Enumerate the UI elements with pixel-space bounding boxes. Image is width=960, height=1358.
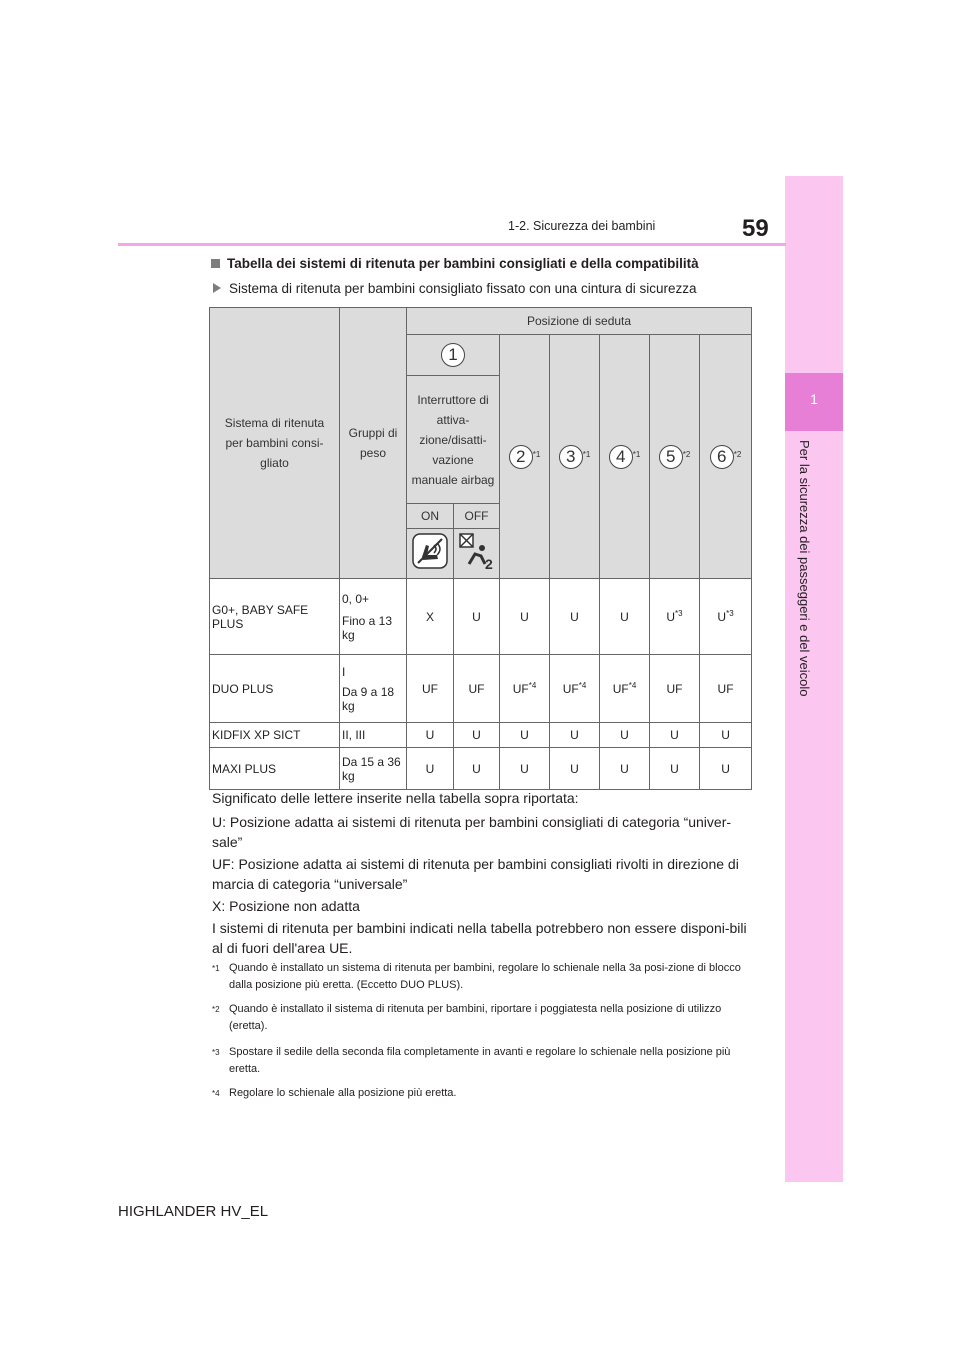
table-row (210, 579, 752, 655)
weight-range: Da 15 a 36 kg (340, 748, 407, 790)
header-system: Sistema di ritenuta per bambini consi-gliato (210, 308, 340, 579)
seat-1-label: 1 (407, 335, 500, 376)
weight-group: 0, 0+ Fino a 13 kg (340, 579, 407, 655)
cell-value: UF (454, 655, 500, 723)
legend-intro: Significato delle lettere inserite nella tabella sopra riportata: (212, 790, 579, 806)
seat-6-label: 6 $^{*2}$ (700, 335, 752, 579)
cell-value: U (700, 748, 752, 790)
cell-value: UF$^{*4}$ (600, 655, 650, 723)
square-bullet-icon (211, 259, 220, 268)
system-name: MAXI PLUS (210, 748, 340, 790)
footnote-1: *1 Quando è installato un sistema di ritenuta per bambini, regolare lo schienale nella 3a posi-zione di blocco dalla posizione più eretta. (Eccetto DUO PLUS). (212, 962, 741, 991)
cell-value: U (600, 723, 650, 748)
cell-value: U (650, 723, 700, 748)
cell-value: U (600, 748, 650, 790)
cell-value: U (550, 723, 600, 748)
cell-value: U (500, 579, 550, 655)
seat-4-label: 4 $^{*1}$ (600, 335, 650, 579)
legend-note: I sistemi di ritenuta per bambini indicati nella tabella potrebbero non essere disponi-bili al di fuori dell'area UE. (212, 920, 747, 956)
legend-u: U: Posizione adatta ai sistemi di ritenuta per bambini consigliati di categoria “univer-sale” (212, 814, 732, 850)
cell-value: U (454, 723, 500, 748)
legend-uf: UF: Posizione adatta ai sistemi di ritenuta per bambini consigliati rivolti in direzione di marcia di categoria “universale” (212, 856, 739, 892)
cell-value: U (550, 748, 600, 790)
table-row (210, 723, 752, 748)
cell-value: U (500, 723, 550, 748)
cell-value: U (454, 579, 500, 655)
cell-value: $U^{*3}$ (650, 579, 700, 655)
cell-value: $U^{*3}$ (700, 579, 752, 655)
svg-text:2: 2 (484, 555, 493, 571)
cell-value: UF$^{*4}$ (500, 655, 550, 723)
airbag-switch-label: Interruttore di attiva-zione/disatti-vazione manuale airbag (407, 376, 500, 504)
cell-value: U (550, 579, 600, 655)
chapter-title: Per la sicurezza dei passeggeri e del veicolo (797, 440, 812, 697)
system-name: G0+, BABY SAFE PLUS (210, 579, 340, 655)
cell-value: UF (700, 655, 752, 723)
airbag-on-label: ON (407, 504, 454, 529)
weight-group: I Da 9 a 18 kg (340, 655, 407, 723)
cell-value: U (407, 748, 454, 790)
footnote-3: *3 Spostare il sedile della seconda fila completamente in avanti e regolare lo schienale nella posizione più eretta. (212, 1046, 731, 1075)
model-name: HIGHLANDER HV_EL (118, 1203, 269, 1220)
cell-value: UF$^{*4}$ (550, 655, 600, 723)
airbag-off-label: OFF (454, 504, 500, 529)
airbag-off-passenger-icon (454, 529, 500, 579)
footnote-4: *4 Regolare lo schienale alla posizione più eretta. (212, 1087, 457, 1099)
table-heading: Tabella dei sistemi di ritenuta per bambini consigliati e della compatibilità (211, 256, 699, 271)
system-name: KIDFIX XP SICT (210, 723, 340, 748)
chapter-sidebar (785, 176, 843, 1182)
seat-2-label: 2 $^{*1}$ (500, 335, 550, 579)
table-row (210, 748, 752, 790)
header-divider (118, 243, 786, 246)
triangle-bullet-icon (213, 283, 221, 293)
header-seating-position: Posizione di seduta (407, 308, 752, 335)
footnote-2: *2 Quando è installato il sistema di ritenuta per bambini, riportare i poggiatesta nella posizione di utilizzo (eretta). (212, 1003, 722, 1032)
weight-group: II, III (340, 723, 407, 748)
header-weight-group: Gruppi di peso (340, 308, 407, 579)
airbag-on-child-seat-icon (407, 529, 454, 579)
cell-value: U (650, 748, 700, 790)
seat-3-label: 3 $^{*1}$ (550, 335, 600, 579)
table-row (210, 655, 752, 723)
cell-value: UF (407, 655, 454, 723)
legend-x: X: Posizione non adatta (212, 898, 360, 914)
system-name: DUO PLUS (210, 655, 340, 723)
compatibility-table (209, 307, 752, 790)
cell-value: UF (650, 655, 700, 723)
cell-value: U (700, 723, 752, 748)
cell-value: X (407, 579, 454, 655)
section-title: 1-2. Sicurezza dei bambini (508, 219, 656, 233)
page-number: 59 (742, 215, 769, 242)
cell-value: U (454, 748, 500, 790)
seat-5-label: 5 $^{*2}$ (650, 335, 700, 579)
cell-value: U (500, 748, 550, 790)
chapter-number: 1 (810, 391, 818, 407)
cell-value: U (600, 579, 650, 655)
table-subheading: Sistema di ritenuta per bambini consigliato fissato con una cintura di sicurezza (213, 281, 697, 296)
cell-value: U (407, 723, 454, 748)
